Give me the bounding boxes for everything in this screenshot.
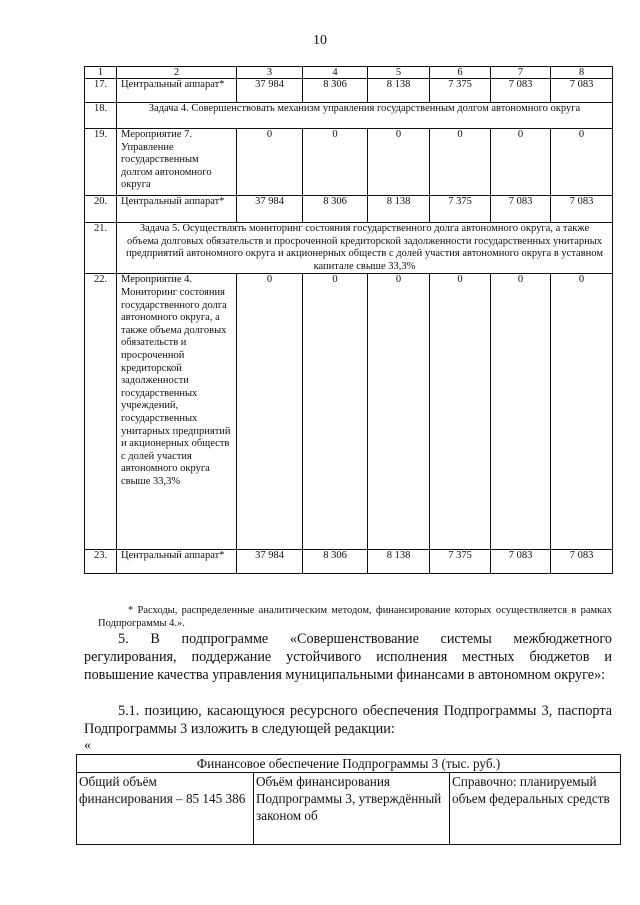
task-cell: Задача 5. Осуществлять мониторинг состояния государственного долга автономного округа, а также объема долговых обязательств и просроченной кредиторской задолженности государственных унитарных предприятий автономного округа и акционерных обществ с долей участия автономного округа в уставном капитале свыше 33,3% xyxy=(117,223,613,274)
value-cell: 0 xyxy=(237,274,303,550)
value-cell: 0 xyxy=(491,129,551,196)
value-cell: 0 xyxy=(491,274,551,550)
paragraph-5: 5. В подпрограмме «Совершенствование системы межбюджетного регулирования, поддержание устойчивого исполнения местных бюджетов и повышение качества управления муниципальными финансами в автономном округе»: xyxy=(84,631,612,683)
value-cell: 37 984 xyxy=(237,196,303,223)
federal-funds-cell: Справочно: планируемый объем федеральных средств xyxy=(450,773,621,845)
opening-quote: « xyxy=(84,738,91,753)
table-row xyxy=(85,103,613,129)
total-financing-cell: Общий объём финансирования – 85 145 386 xyxy=(77,773,254,845)
value-cell: 0 xyxy=(551,274,613,550)
value-cell: 0 xyxy=(237,129,303,196)
header-cell: 6 xyxy=(430,67,491,79)
subprogram-expenses-table xyxy=(84,66,613,574)
row-number: 19. xyxy=(85,129,117,196)
row-name: Центральный аппарат* xyxy=(117,550,237,574)
row-name: Центральный аппарат* xyxy=(117,196,237,223)
row-name: Мероприятие 7. Управление государственным долгом автономного округа xyxy=(117,129,237,196)
value-cell: 37 984 xyxy=(237,79,303,103)
value-cell: 0 xyxy=(368,129,430,196)
header-cell: 2 xyxy=(117,67,237,79)
value-cell: 8 138 xyxy=(368,196,430,223)
header-cell: 8 xyxy=(551,67,613,79)
table-row xyxy=(85,79,613,103)
financing-table xyxy=(76,754,621,845)
approved-financing-cell: Объём финансирования Подпрограммы 3, утверждённый законом об xyxy=(254,773,450,845)
value-cell: 8 138 xyxy=(368,550,430,574)
footnote: * Расходы, распределенные аналитическим методом, финансирование которых осуществляется в рамках Подпрограммы 4.». xyxy=(98,605,612,629)
row-number: 20. xyxy=(85,196,117,223)
value-cell: 7 083 xyxy=(491,196,551,223)
value-cell: 7 083 xyxy=(491,550,551,574)
value-cell: 7 083 xyxy=(551,79,613,103)
value-cell: 0 xyxy=(430,129,491,196)
value-cell: 8 306 xyxy=(303,196,368,223)
table-row xyxy=(85,550,613,574)
row-name: Центральный аппарат* xyxy=(117,79,237,103)
table-row xyxy=(85,274,613,550)
financing-table-caption: Финансовое обеспечение Подпрограммы 3 (тыс. руб.) xyxy=(77,755,621,773)
row-number: 18. xyxy=(85,103,117,129)
page-number: 10 xyxy=(313,33,327,48)
value-cell: 0 xyxy=(303,274,368,550)
table-row xyxy=(85,196,613,223)
row-name: Мероприятие 4. Мониторинг состояния государственного долга автономного округа, а также объема долговых обязательств и просроченной кредиторской задолженности государственных учреждений, государственных унитарных предприятий и акционерных обществ с долей участия автономного округа свыше 33,3% xyxy=(117,274,237,550)
value-cell: 0 xyxy=(551,129,613,196)
table-header-row xyxy=(85,67,613,79)
row-number: 22. xyxy=(85,274,117,550)
header-cell: 1 xyxy=(85,67,117,79)
value-cell: 8 306 xyxy=(303,79,368,103)
header-cell: 7 xyxy=(491,67,551,79)
header-cell: 4 xyxy=(303,67,368,79)
table-row xyxy=(85,223,613,274)
row-number: 17. xyxy=(85,79,117,103)
value-cell: 8 138 xyxy=(368,79,430,103)
table-row xyxy=(85,129,613,196)
value-cell: 7 375 xyxy=(430,79,491,103)
task-cell: Задача 4. Совершенствовать механизм управления государственным долгом автономного округа xyxy=(117,103,613,129)
value-cell: 7 083 xyxy=(551,550,613,574)
value-cell: 8 306 xyxy=(303,550,368,574)
row-number: 21. xyxy=(85,223,117,274)
paragraph-5-1: 5.1. позицию, касающуюся ресурсного обеспечения Подпрограммы 3, паспорта Подпрограммы 3 изложить в следующей редакции: xyxy=(84,703,612,737)
header-cell: 3 xyxy=(237,67,303,79)
value-cell: 7 375 xyxy=(430,196,491,223)
row-number: 23. xyxy=(85,550,117,574)
header-cell: 5 xyxy=(368,67,430,79)
value-cell: 0 xyxy=(430,274,491,550)
value-cell: 7 083 xyxy=(551,196,613,223)
value-cell: 7 083 xyxy=(491,79,551,103)
value-cell: 7 375 xyxy=(430,550,491,574)
value-cell: 0 xyxy=(303,129,368,196)
value-cell: 37 984 xyxy=(237,550,303,574)
value-cell: 0 xyxy=(368,274,430,550)
